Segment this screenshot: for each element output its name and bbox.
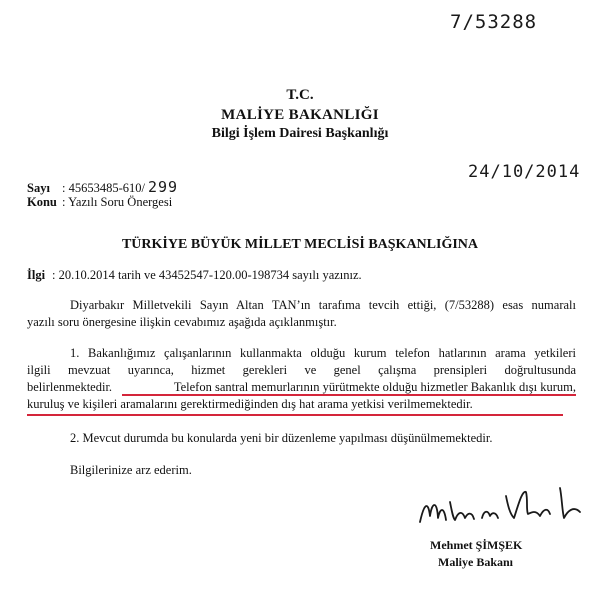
header-ministry: MALİYE BAKANLIĞI <box>221 107 379 123</box>
paragraph-1-line-2: ilgili mevzuat uyarınca, hizmet gerekleri ve genel çalışma prensipleri doğrultusunda <box>27 363 576 377</box>
header-department: Bilgi İşlem Dairesi Başkanlığı <box>211 126 389 141</box>
paragraph-1-line-4: kuruluş ve kişileri aramalarını gerektirmediğinden dış hat arama yetkisi verilmemektedir. <box>27 397 473 411</box>
ilgi-row <box>27 268 362 283</box>
paragraph-1-line-3-underlined: Telefon santral memurlarının yürütmekte olduğu hizmetler Bakanlık dışı kurum, <box>173 380 576 394</box>
signatory-name: Mehmet ŞİMŞEK <box>430 538 523 552</box>
paragraph-1-line-3-start: belirlenmektedir. <box>27 380 113 394</box>
addressee-heading: TÜRKİYE BÜYÜK MİLLET MECLİSİ BAŞKANLIĞINA <box>121 237 479 252</box>
closing-line: Bilgilerinize arz ederim. <box>70 463 192 477</box>
konu-row <box>27 195 172 210</box>
handwritten-reference-number: 7/53288 <box>450 11 538 33</box>
ilgi-label: İlgi <box>27 268 46 282</box>
red-underline-1 <box>122 394 576 396</box>
konu-label: Konu <box>27 195 57 209</box>
sayi-label: Sayı <box>27 181 50 195</box>
konu-value: : Yazılı Soru Önergesi <box>62 195 173 209</box>
signatory-title: Maliye Bakanı <box>438 555 514 569</box>
handwritten-date: 24/10/2014 <box>468 162 581 182</box>
red-underline-2 <box>27 414 563 416</box>
handwritten-signature <box>410 482 590 540</box>
header-tc: T.C. <box>286 87 314 103</box>
sayi-value: : 45653485-610/ <box>62 181 145 195</box>
sayi-row <box>27 178 178 196</box>
paragraph-2: 2. Mevcut durumda bu konularda yeni bir düzenleme yapılması düşünülmemektedir. <box>70 431 493 445</box>
sayi-handwritten-number: 299 <box>147 178 179 196</box>
ilgi-value: : 20.10.2014 tarih ve 43452547-120.00-198734 sayılı yazınız. <box>52 268 362 282</box>
paragraph-1-line-1: 1. Bakanlığımız çalışanlarının kullanmakta olduğu kurum telefon hatlarının arama yetkileri <box>70 346 576 360</box>
intro-line-1: Diyarbakır Milletvekili Sayın Altan TAN’ın tarafıma tevcih ettiği, (7/53288) esas numaralı <box>70 298 576 312</box>
intro-line-2: yazılı soru önergesine ilişkin cevabımız aşağıda açıklanmıştır. <box>27 315 337 329</box>
